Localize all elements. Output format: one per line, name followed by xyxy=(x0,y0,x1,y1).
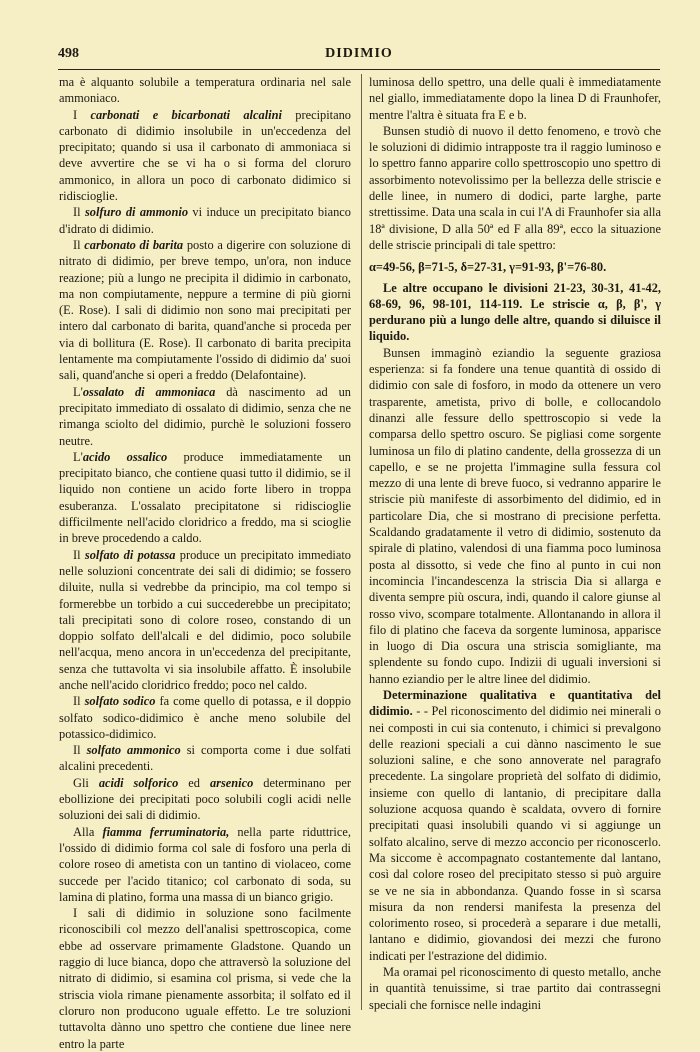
term: ossalato di ammoniaca xyxy=(82,384,216,399)
paragraph: Il solfuro di ammonio vi induce un precipitato bianco d'idrato di didimio. xyxy=(59,205,351,236)
paragraph: Gli acidi solforico ed arsenico determinano per ebollizione dei precipitati poco solubili cogli acidi nelle soluzioni dei sali di didimio. xyxy=(59,775,351,823)
paragraph: luminosa dello spettro, una delle quali è immediatamente nel giallo, immediatamente dopo la linea D di Fraunhofer, mentre l'altra è situata fra E e b. xyxy=(369,75,661,122)
paragraph: Il carbonato di barita posto a digerire con soluzione di nitrato di didimio, per breve tempo, un'ora, non induce reazione; più a lungo ne precipita il didimio in carbonato, ma non compiutamente, neppure a termine di più giorni (E. Rose). I sali di didimio non sono mai precipitati per intero dal carbonato di barita, quand'anche si proceda per via di bollitura (E. Rose). Il carbonato di barita precipita lentamente ma compiutamente l'ossido di didimio da' suoi sali, quand'anche si operi a freddo (Delafontaine). xyxy=(59,237,351,383)
spectrum-formula: α=49-56, β=71-5, δ=27-31, γ=91-93, β'=76-80. xyxy=(369,260,607,275)
paragraph: Bunsen immaginò eziandio la seguente graziosa esperienza: si fa fondere una tenue quantità di ossido di didimio con sale di fosforo, in modo da ottenere un vero trasparente, ametista, privo di bolle, e collocandolo dinanzi alle fessure dello spettroscopio si vede la comparsa dello spettro oscuro. Se pigliasi come sorgente luminosa un filo di platino candente, della grossezza di un capello, e se ne projetta l'immagine sulla fessura col mezzo di una lente di breve fuoco, si vedranno apparire le striscie più manifeste di assorbimento del didimio, ed in particolare Dia, che si mostrano di precisione perfetta. Scaldando gradatamente il vetro di didimio, sostenuto da spirale di platino, valendosi di una fiamma poco luminosa posta al dissotto, si vede che fino al punto in cui non incomincia l'incandescenza la striscia Dia si allarga e diventa sempre più oscura, indi, quando il calore giunse al rosso vivo, scompare totalmente. Allontanando in allora il filo di platino che faceva da sorgente luminosa, apparisce in luogo di Dia oscura una striscia somigliante, ma splendente su fondo cupo. Indizii di uguali inversioni si hanno eziandio per le altre linee del didimio. xyxy=(369,345,661,686)
page-number: 498 xyxy=(58,46,79,61)
term: carbonati e bicarbonati alcalini xyxy=(90,107,282,122)
left-column xyxy=(59,74,351,1052)
right-column xyxy=(369,74,661,1013)
paragraph: I sali di didimio in soluzione sono facilmente riconoscibili col mezzo dell'analisi spettroscopica, come ebbe ad osservare primamente Gladstone. Quando un raggio di luce bianca, dopo che attraversò la soluzione del nitrato di didimio, si esamina col prisma, si vede che la striscia viola rimane pienamente assorbita; il solfato ed il cloruro non producono uguale effetto. Le tre soluzioni tuttavolta dànno uno spettro che contiene due linee nere entro la parte xyxy=(59,906,351,1051)
section-heading: Determinazione qualitativa e quantitativa del didimio. xyxy=(369,687,661,719)
paragraph: Bunsen studiò di nuovo il detto fenomeno, e trovò che le soluzioni di didimio intrapposte tra il raggio luminoso e lo spettro fanno apparire collo spettroscopio uno spettro di assorbimento notevolissimo per la bellezza delle striscie e delle linee, in numero di dodici, parte larghe, parte strettissime. Data una scala in cui l'A di Fraunhofer sia alla 18ª divisione, D alla 50ª ed F alla 89ª, ecco la situazione delle striscie principali di tale spettro: xyxy=(369,123,661,252)
paragraph: Le altre occupano le divisioni 21-23, 30-31, 41-42, 68-69, 96, 98-101, 114-119. Le striscie α, β, β', γ perdurano più a lungo delle altre, quando si diluisce il liquido. xyxy=(369,280,661,344)
header-rule xyxy=(58,69,660,70)
page-header xyxy=(58,46,660,64)
term: arsenico xyxy=(209,775,254,790)
term: fiamma ferruminatoria, xyxy=(102,824,230,839)
paragraph: I carbonati e bicarbonati alcalini precipitano carbonato di didimio insolubile in un'eccedenza del precipitato; quando si usa il carbonato di ammoniaca si deve avvertire che se vi ha o si forma del cloruro ammonico, in allora un poco di carbonato didimico si ridiscioglie. xyxy=(59,107,351,204)
paragraph: Ma oramai pel riconoscimento di questo metallo, anche in quantità tenuissime, si trae partito dai contrassegni speciali che fornisce nelle indagini xyxy=(369,965,661,1012)
paragraph: Determinazione qualitativa e quantitativa del didimio. - - Pel riconoscimento del didimio nei minerali o nei composti in cui sia contenuto, i chimici si prevalgono delle reazioni speciali a cui dànno nascimento le sue soluzioni saline, e che sono annoverate nel paragrafo precedente. La singolare proprietà del solfato di didimio, insieme con quello di lantanio, di precipitare dalla soluzione acquosa quando è scaldata, ovvero di fornire precipitati quasi insolubili quando vi si aggiunge un solfato alcalino, serve di mezzo acconcio per riconoscerlo. Ma siccome è accompagnato costantemente dal lantano, così dal colore roseo del precipitato stesso si può arguire se ve ne sia in abbondanza. Quando fosse in sì scarsa misura da non rendersi manifesta la presenza del colorimento roseo, si procederà a separare i due metalli, lantano e didimio, giovandosi dei mezzi che furono indicati per l'estrazione del didimio. xyxy=(369,687,661,963)
term: solfato sodico xyxy=(84,694,156,709)
paragraph: ma è alquanto solubile a temperatura ordinaria nel sale ammoniaco. xyxy=(59,75,351,106)
term: carbonato di barita xyxy=(84,237,184,252)
term: acidi solforico xyxy=(98,775,179,790)
paragraph: Il solfato ammonico si comporta come i due solfati alcalini precedenti. xyxy=(59,743,351,774)
paragraph: Il solfato sodico fa come quello di potassa, e il doppio solfato sodico-didimico è anche meno solubile del potassico-didimico. xyxy=(59,694,351,741)
term: solfato di potassa xyxy=(84,547,176,562)
paragraph: L'ossalato di ammoniaca dà nascimento ad un precipitato immediato di ossalato di didimio, senza che ne rimanga sciolto del didimio, purchè le soluzioni fossero neutre. xyxy=(59,384,351,448)
term: solfato ammonico xyxy=(86,743,181,758)
term: solfuro di ammonio xyxy=(84,205,189,220)
paragraph: Alla fiamma ferruminatoria, nella parte riduttrice, l'ossido di didimio forma col sale di fosforo una perla di colore roseo di ametista con un tantino di violaceo, come succede per l'acido titanico; col carbonato di soda, su lamina di platino, forma una massa di un bianco grigio. xyxy=(59,824,351,904)
column-separator xyxy=(361,74,362,1010)
paragraph: L'acido ossalico produce immediatamente un precipitato bianco, che contiene quasi tutto il didimio, se il liquido non contiene un acido forte libero in troppa esuberanza. L'ossalato precipitatone si ridiscioglie difficilmente nell'acido cloridrico a freddo, ma si scioglie in breve procedendo a caldo. xyxy=(59,449,351,546)
paragraph: Il solfato di potassa produce un precipitato immediato nelle soluzioni concentrate dei sali di didimio; se fossero diluite, nulla si vedrebbe da principio, ma col tempo si formerebbe un torbido a cui succederebbe un precipitato; tali precipitati sono di colore roseo, constando di un doppio solfato dell'alcali e del didimio, poco solubile nell'acqua, meno ancora in un'eccedenza del precipitante, senza che tuttavolta vi sia insolubile affatto. È insolubile anche nell'acido cloridrico freddo; poco nel caldo. xyxy=(59,547,351,692)
running-title: DIDIMIO xyxy=(325,46,393,61)
term: acido ossalico xyxy=(82,449,168,464)
